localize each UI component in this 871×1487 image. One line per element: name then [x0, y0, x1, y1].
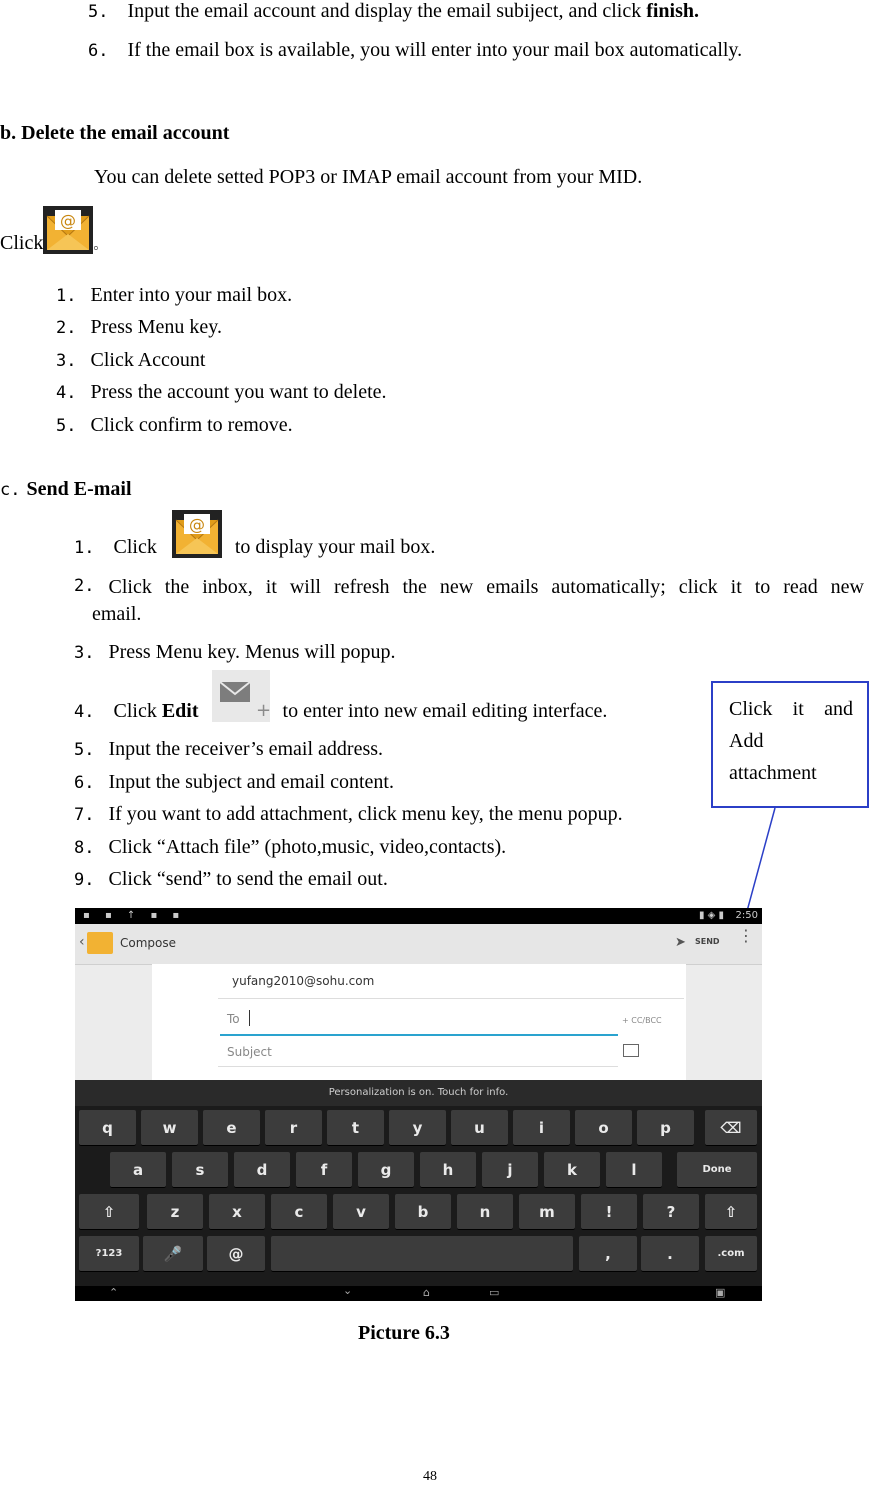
key-y[interactable]: y [389, 1110, 446, 1146]
to-input-cursor[interactable] [249, 1010, 250, 1026]
section-c-step-6: 6. Input the subject and email content. [74, 771, 394, 793]
to-input-underline[interactable] [220, 1034, 618, 1036]
key-c[interactable]: c [271, 1194, 327, 1230]
key-f[interactable]: f [296, 1152, 352, 1188]
key-d[interactable]: d [234, 1152, 290, 1188]
section-c-step-1: $_{1.}$ Click @ to display your mail box. [74, 510, 435, 558]
click-line: Click @ $_。$ [0, 206, 107, 254]
key-m[interactable]: m [519, 1194, 575, 1230]
page-number: 48 [423, 1469, 437, 1484]
recents-icon[interactable]: ▭ [489, 1286, 500, 1299]
screenshot-icon[interactable]: ▣ [715, 1286, 726, 1299]
section-c-title: c. Send E-mail [0, 478, 132, 500]
back-chevron-icon[interactable]: ‹ [79, 934, 85, 950]
hide-keyboard-icon[interactable]: ⌃ [109, 1286, 119, 1299]
subject-divider [218, 1066, 618, 1067]
key-h[interactable]: h [420, 1152, 476, 1188]
email-app-icon [43, 206, 93, 254]
step-top-6: 6. If the email box is available, you will enter into your mail box automatically. [88, 39, 743, 61]
section-c-step-3: 3. Press Menu key. Menus will popup. [74, 641, 396, 663]
microphone-key[interactable]: 🎤 [143, 1236, 203, 1272]
action-bar [75, 924, 762, 965]
key-x[interactable]: x [209, 1194, 265, 1230]
section-b-step-3: 3. Click Account [56, 349, 206, 371]
section-b-step-5: 5. Click confirm to remove. [56, 414, 293, 436]
from-divider [218, 998, 684, 999]
at-key[interactable]: @ [207, 1236, 265, 1272]
symbols-key[interactable]: ?123 [79, 1236, 139, 1272]
send-icon[interactable]: ➤ [675, 935, 686, 950]
section-c-step-2: 2. Click the inbox, it will refresh the new emails automatically; click it to read new email. [74, 576, 864, 625]
section-b-step-1: 1. Enter into your mail box. [56, 284, 293, 306]
space-key[interactable] [271, 1236, 573, 1272]
svg-text:@: @ [60, 211, 77, 230]
period-key[interactable]: . [641, 1236, 699, 1272]
to-label: To [227, 1012, 240, 1026]
section-b-step-2: 2. Press Menu key. [56, 316, 222, 338]
compose-screenshot [75, 908, 762, 1301]
key-v[interactable]: v [333, 1194, 389, 1230]
key-o[interactable]: o [575, 1110, 632, 1146]
key-i[interactable]: i [513, 1110, 570, 1146]
battery-wifi-icon: ▮ ◈ ▮ [698, 910, 724, 921]
home-icon[interactable]: ⌂ [423, 1286, 430, 1299]
section-c-step-9: 9. Click “send” to send the email out. [74, 868, 388, 890]
compose-title: Compose [120, 936, 177, 950]
shift-key-right[interactable]: ⇧ [705, 1194, 757, 1230]
overflow-menu-icon[interactable]: ⋮ [738, 926, 754, 945]
figure-caption: Picture 6.3 [358, 1322, 450, 1344]
section-b-intro: You can delete setted POP3 or IMAP email account from your MID. [94, 166, 643, 188]
key-t[interactable]: t [327, 1110, 384, 1146]
email-app-icon [87, 932, 113, 954]
backspace-key[interactable]: ⌫ [705, 1110, 757, 1146]
subject-label: Subject [227, 1045, 272, 1059]
svg-text:@: @ [188, 515, 205, 534]
notification-icons: ▪ ▪ ↑ ▪ ▪ [83, 910, 186, 921]
section-b-step-4: 4. Press the account you want to delete. [56, 381, 387, 403]
key-z[interactable]: z [147, 1194, 203, 1230]
section-c-step-5: 5. Input the receiver’s email address. [74, 738, 384, 760]
key-g[interactable]: g [358, 1152, 414, 1188]
key-e[interactable]: e [203, 1110, 260, 1146]
section-c-step-4: $_{4.}$ Click Edit + to enter into new email editing interface. [74, 670, 607, 722]
key-question[interactable]: ? [643, 1194, 699, 1230]
shift-key-left[interactable]: ⇧ [79, 1194, 139, 1230]
key-w[interactable]: w [141, 1110, 198, 1146]
done-key[interactable]: Done [677, 1152, 757, 1188]
key-l[interactable]: l [606, 1152, 662, 1188]
back-icon[interactable]: ⌄ [343, 1284, 353, 1297]
compose-card [152, 964, 686, 1080]
from-field: yufang2010@sohu.com [232, 974, 375, 988]
key-n[interactable]: n [457, 1194, 513, 1230]
key-b[interactable]: b [395, 1194, 451, 1230]
key-p[interactable]: p [637, 1110, 694, 1146]
key-u[interactable]: u [451, 1110, 508, 1146]
status-time: 2:50 [735, 910, 758, 921]
section-b-title: b. Delete the email account [0, 122, 230, 144]
attach-image-icon[interactable] [623, 1044, 639, 1057]
svg-text:+: + [255, 700, 270, 721]
key-r[interactable]: r [265, 1110, 322, 1146]
step-top-5: 5. Input the email account and display the email subiject, and click finish. [88, 0, 700, 22]
key-k[interactable]: k [544, 1152, 600, 1188]
navigation-bar [75, 1286, 762, 1301]
keyboard-hint[interactable]: Personalization is on. Touch for info. [75, 1080, 762, 1106]
dotcom-key[interactable]: .com [705, 1236, 757, 1272]
comma-key[interactable]: , [579, 1236, 637, 1272]
key-exclamation[interactable]: ! [581, 1194, 637, 1230]
status-bar [75, 908, 762, 924]
section-c-step-8: 8. Click “Attach file” (photo,music, video,contacts). [74, 836, 507, 858]
compose-mail-icon [212, 670, 270, 722]
callout-box: Click it and Add attachment [711, 681, 869, 808]
finish-label: finish. [646, 0, 700, 22]
keyboard [75, 1080, 762, 1301]
cc-bcc-button[interactable]: + CC/BCC [622, 1016, 662, 1025]
key-a[interactable]: a [110, 1152, 166, 1188]
key-q[interactable]: q [79, 1110, 136, 1146]
key-s[interactable]: s [172, 1152, 228, 1188]
send-button[interactable]: SEND [695, 937, 720, 946]
email-app-icon [172, 510, 222, 558]
section-c-step-7: 7. If you want to add attachment, click menu key, the menu popup. [74, 803, 623, 825]
key-j[interactable]: j [482, 1152, 538, 1188]
